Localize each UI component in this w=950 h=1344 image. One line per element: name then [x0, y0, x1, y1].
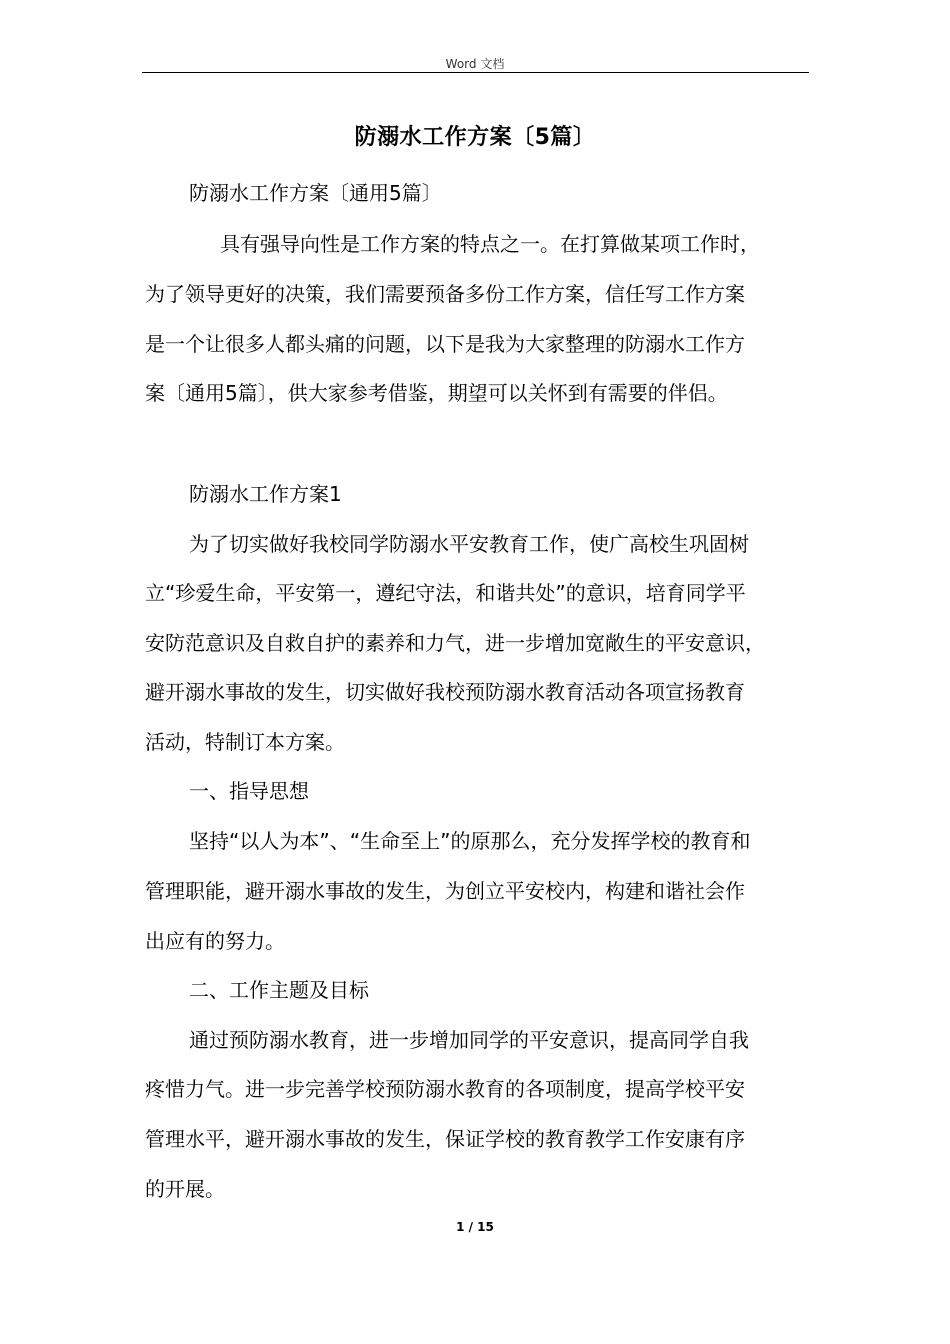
part1-line: 坚持“以人为本”、“生命至上”的原那么，充分发挥学校的教育和: [189, 829, 751, 853]
intro-line: 是一个让很多人都头痛的问题，以下是我为大家整理的防溺水工作方: [145, 332, 745, 356]
header-label: Word 文档: [445, 57, 505, 71]
section1-paragraph-line: 立“珍爱生命，平安第一，遵纪守法，和谐共处”的意识，培育同学平: [145, 581, 746, 605]
part2-line: 疼惜力气。进一步完善学校预防溺水教育的各项制度，提高学校平安: [145, 1077, 745, 1101]
intro-line: 为了领导更好的决策，我们需要预备多份工作方案，信任写工作方案: [145, 282, 745, 306]
part2-line: 的开展。: [145, 1177, 225, 1201]
part1-line: 管理职能，避开溺水事故的发生，为创立平安校内，构建和谐社会作: [145, 879, 745, 903]
section1-paragraph-line: 活动，特制订本方案。: [145, 730, 345, 754]
part1-line: 出应有的努力。: [145, 929, 285, 953]
section1-heading: 防溺水工作方案1: [189, 482, 342, 506]
page-number: 1 / 15: [456, 1220, 494, 1234]
section1-paragraph-line: 安防范意识及自救自护的素养和力气，进一步增加宽敞生的平安意识，: [145, 631, 765, 655]
intro-line: 具有强导向性是工作方案的特点之一。在打算做某项工作时，: [220, 232, 760, 256]
document-subtitle: 防溺水工作方案〔通用5篇〕: [189, 181, 442, 205]
part2-line: 通过预防溺水教育，进一步增加同学的平安意识，提高同学自我: [189, 1028, 749, 1052]
part2-line: 管理水平，避开溺水事故的发生，保证学校的教育教学工作安康有序: [145, 1127, 745, 1151]
part1-heading: 一、指导思想: [189, 779, 309, 803]
intro-line: 案〔通用5篇〕，供大家参考借鉴，期望可以关怀到有需要的伴侣。: [145, 381, 728, 405]
document-title: 防溺水工作方案〔5篇〕: [354, 125, 596, 150]
section1-paragraph-line: 为了切实做好我校同学防溺水平安教育工作，使广高校生巩固树: [189, 532, 749, 556]
part2-heading: 二、工作主题及目标: [189, 978, 369, 1002]
section1-paragraph-line: 避开溺水事故的发生，切实做好我校预防溺水教育活动各项宣扬教育: [145, 680, 745, 704]
header-rule: [142, 72, 809, 73]
